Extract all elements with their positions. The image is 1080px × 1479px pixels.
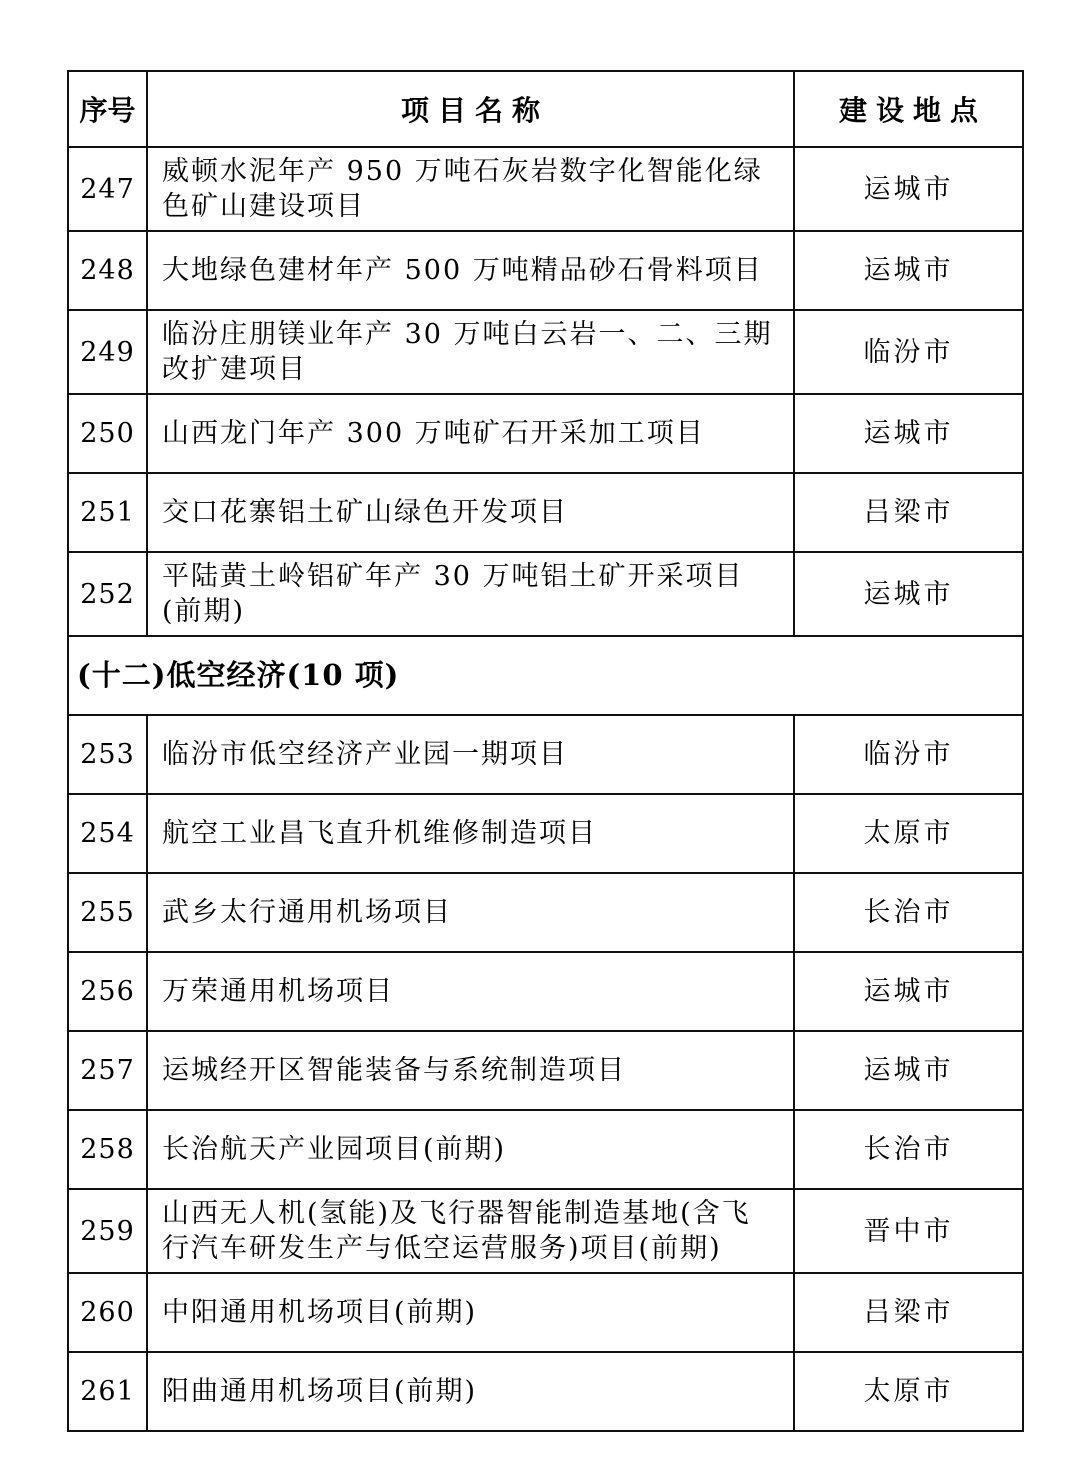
header-row xyxy=(68,71,1023,147)
cell-index: 254 xyxy=(68,794,147,873)
table-row xyxy=(68,1110,1023,1189)
cell-location: 太原市 xyxy=(794,794,1023,873)
table-row xyxy=(68,552,1023,636)
header-index: 序号 xyxy=(68,71,147,147)
table-row xyxy=(68,1273,1023,1352)
cell-index: 249 xyxy=(68,310,147,394)
cell-location: 运城市 xyxy=(794,1031,1023,1110)
table-row xyxy=(68,394,1023,473)
cell-location: 长治市 xyxy=(794,1110,1023,1189)
cell-index: 261 xyxy=(68,1352,147,1431)
table-row xyxy=(68,310,1023,394)
table-row xyxy=(68,1189,1023,1273)
cell-project-name: 运城经开区智能装备与系统制造项目 xyxy=(147,1031,794,1110)
rows-top xyxy=(68,147,1023,636)
table-row xyxy=(68,952,1023,1031)
rows-bottom xyxy=(68,715,1023,1431)
cell-project-name: 万荣通用机场项目 xyxy=(147,952,794,1031)
table-row xyxy=(68,1031,1023,1110)
cell-index: 259 xyxy=(68,1189,147,1273)
cell-location: 长治市 xyxy=(794,873,1023,952)
cell-index: 252 xyxy=(68,552,147,636)
cell-project-name: 长治航天产业园项目(前期) xyxy=(147,1110,794,1189)
cell-project-name: 阳曲通用机场项目(前期) xyxy=(147,1352,794,1431)
cell-project-name: 武乡太行通用机场项目 xyxy=(147,873,794,952)
header-project-name: 项目名称 xyxy=(147,71,794,147)
cell-index: 253 xyxy=(68,715,147,794)
cell-index: 257 xyxy=(68,1031,147,1110)
cell-project-name: 威顿水泥年产 950 万吨石灰岩数字化智能化绿色矿山建设项目 xyxy=(147,147,794,231)
cell-index: 260 xyxy=(68,1273,147,1352)
project-table xyxy=(67,70,1024,1432)
cell-location: 晋中市 xyxy=(794,1189,1023,1273)
header-location: 建设地点 xyxy=(794,71,1023,147)
table-row xyxy=(68,873,1023,952)
cell-location: 吕梁市 xyxy=(794,1273,1023,1352)
cell-location: 临汾市 xyxy=(794,715,1023,794)
cell-project-name: 山西无人机(氢能)及飞行器智能制造基地(含飞行汽车研发生产与低空运营服务)项目(前期) xyxy=(147,1189,794,1273)
cell-project-name: 平陆黄土岭铝矿年产 30 万吨铝土矿开采项目(前期) xyxy=(147,552,794,636)
cell-index: 248 xyxy=(68,231,147,310)
section-heading-row xyxy=(68,636,1023,715)
table-row xyxy=(68,1352,1023,1431)
cell-index: 250 xyxy=(68,394,147,473)
cell-location: 太原市 xyxy=(794,1352,1023,1431)
cell-location: 运城市 xyxy=(794,952,1023,1031)
table-row xyxy=(68,147,1023,231)
cell-location: 运城市 xyxy=(794,231,1023,310)
cell-index: 247 xyxy=(68,147,147,231)
cell-project-name: 中阳通用机场项目(前期) xyxy=(147,1273,794,1352)
cell-project-name: 大地绿色建材年产 500 万吨精品砂石骨料项目 xyxy=(147,231,794,310)
cell-index: 251 xyxy=(68,473,147,552)
cell-location: 运城市 xyxy=(794,394,1023,473)
cell-location: 运城市 xyxy=(794,552,1023,636)
cell-index: 255 xyxy=(68,873,147,952)
cell-location: 临汾市 xyxy=(794,310,1023,394)
cell-index: 256 xyxy=(68,952,147,1031)
cell-project-name: 交口花寨铝土矿山绿色开发项目 xyxy=(147,473,794,552)
section-body xyxy=(68,636,1023,715)
cell-project-name: 临汾庄朋镁业年产 30 万吨白云岩一、二、三期改扩建项目 xyxy=(147,310,794,394)
table-row xyxy=(68,231,1023,310)
table-row xyxy=(68,473,1023,552)
cell-location: 运城市 xyxy=(794,147,1023,231)
cell-index: 258 xyxy=(68,1110,147,1189)
cell-project-name: 航空工业昌飞直升机维修制造项目 xyxy=(147,794,794,873)
cell-location: 吕梁市 xyxy=(794,473,1023,552)
table-row xyxy=(68,794,1023,873)
cell-project-name: 临汾市低空经济产业园一期项目 xyxy=(147,715,794,794)
table-header xyxy=(68,71,1023,147)
cell-project-name: 山西龙门年产 300 万吨矿石开采加工项目 xyxy=(147,394,794,473)
table-row xyxy=(68,715,1023,794)
section-heading: (十二)低空经济(10 项) xyxy=(68,636,1023,715)
